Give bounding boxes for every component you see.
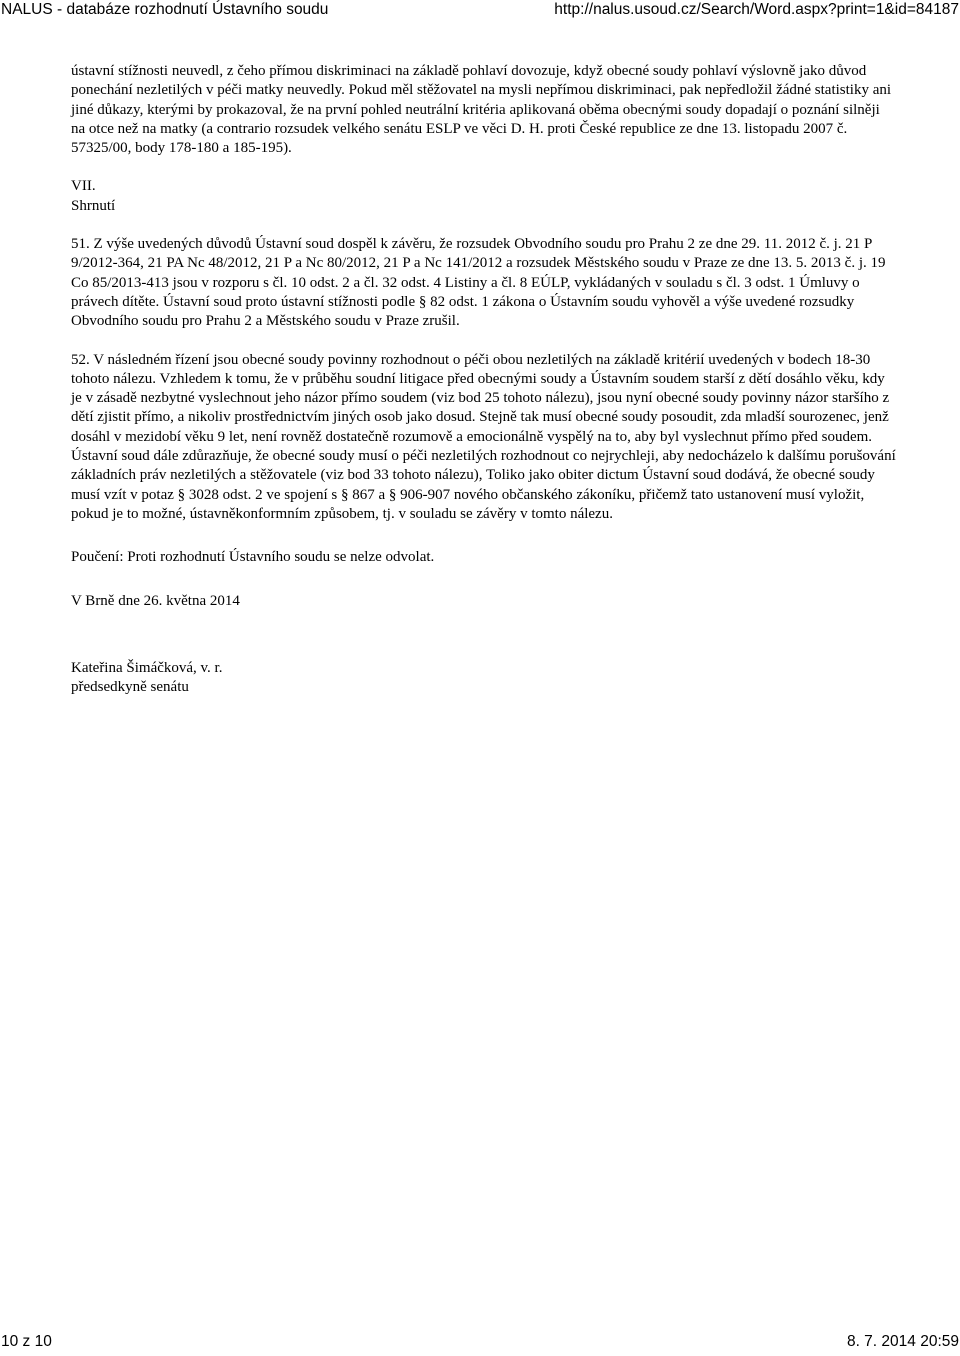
page-title: NALUS - databáze rozhodnutí Ústavního soudu (1, 1, 329, 18)
paragraph-intro: ústavní stížnosti neuvedl, z čeho přímou diskriminaci na základě pohlaví dovozuje, když obecné soudy pohlaví výslovně jako důvod ponechání nezletilých v péči matky neuvedly. Pokud měl stěžovatel na mysli nepřímou diskriminaci, pak nepředložil žádné statistiky ani jiné důkazy, kterými by prokazoval, že na první pohled neutrální kritéria aplikovaná oběma obecnými soudy dopadají o poznání silněji na otce než na matky (a contrario rozsudek velkého senátu ESLP ve věci D. H. proti České republice ze dne 13. listopadu 2007 č. 57325/00, body 178-180 a 185-195). (71, 63, 892, 157)
print-footer (0, 1333, 960, 1355)
page-url: http://nalus.usoud.cz/Search/Word.aspx?print=1&id=84187 (554, 1, 959, 18)
page-counter: 10 z 10 (1, 1333, 52, 1350)
signatory-role: předsedkyně senátu (71, 679, 189, 696)
paragraph-51: 51. Z výše uvedených důvodů Ústavní soud dospěl k závěru, že rozsudek Obvodního soudu pro Prahu 2 ze dne 29. 11. 2012 č. j. 21 P 9/2012-364, 21 PA Nc 48/2012, 21 P a Nc 80/2012, 21 P a Nc 141/2012 a rozsudek Městského soudu v Praze ze dne 13. 5. 2013 č. j. 19 Co 85/2013-413 jsou v rozporu s čl. 10 odst. 2 a čl. 32 odst. 4 Listiny a čl. 8 EÚLP, vykládaných v souladu s čl. 3 odst. 1 Úmluvy o právech dítěte. Ústavní soud proto ústavní stížnosti podle § 82 odst. 1 zákona o Ústavním soudu vyhověl a výše uvedené rozsudky Obvodního soudu pro Prahu 2 a Městského soudu v Praze zrušil. (71, 236, 886, 330)
print-datetime: 8. 7. 2014 20:59 (846, 1333, 959, 1350)
section-title: Shrnutí (71, 197, 116, 214)
paragraph-52: 52. V následném řízení jsou obecné soudy povinny rozhodnout o péči obou nezletilých na základě kritérií uvedených v bodech 18-30 tohoto nálezu. Vzhledem k tomu, že v průběhu soudní litigace před obecnými soudy a Ústavním soudem starší z dětí dosáhlo věku, kdy je v zásadě nezbytné vyslechnout jeho názor přímo soudem (viz bod 25 tohoto nálezu), jsou nyní obecné soudy povinny názor staršího z dětí zjistit přímo, a nikoliv prostřednictvím jiných osob jako dosud. Stejně tak musí obecné soudy posoudit, zda mladší sourozenec, jenž dosáhl v mezidobí věku 9 let, není rovněž dostatečně rozumově a emocionálně vyspělý na to, aby byl vyslechnut přímo před soudem. Ústavní soud dále zdůrazňuje, že obecné soudy musí o péči nezletilých rozhodnout co nejrychleji, aby nedocházelo k dalšímu porušování základních práv nezletilých a stěžovatele (viz bod 33 tohoto nálezu), Toliko jako obiter dictum Ústavní soud dodává, že obecné soudy musí vzít v potaz § 3028 odst. 2 ve spojení s § 867 a § 906-907 nového občanského zákoníku, přičemž tato ustanovení musí vyložit, pokud je to možné, ústavněkonformním způsobem, tj. v souladu se závěry v tomto nálezu. (71, 351, 896, 522)
section-number: VII. (71, 178, 96, 195)
print-header (0, 1, 960, 23)
document-body (71, 62, 897, 697)
signatory-name: Kateřina Šimáčková, v. r. (71, 659, 223, 676)
appeal-instruction: Poučení: Proti rozhodnutí Ústavního soudu se nelze odvolat. (71, 549, 435, 566)
place-and-date: V Brně dne 26. května 2014 (71, 592, 240, 609)
